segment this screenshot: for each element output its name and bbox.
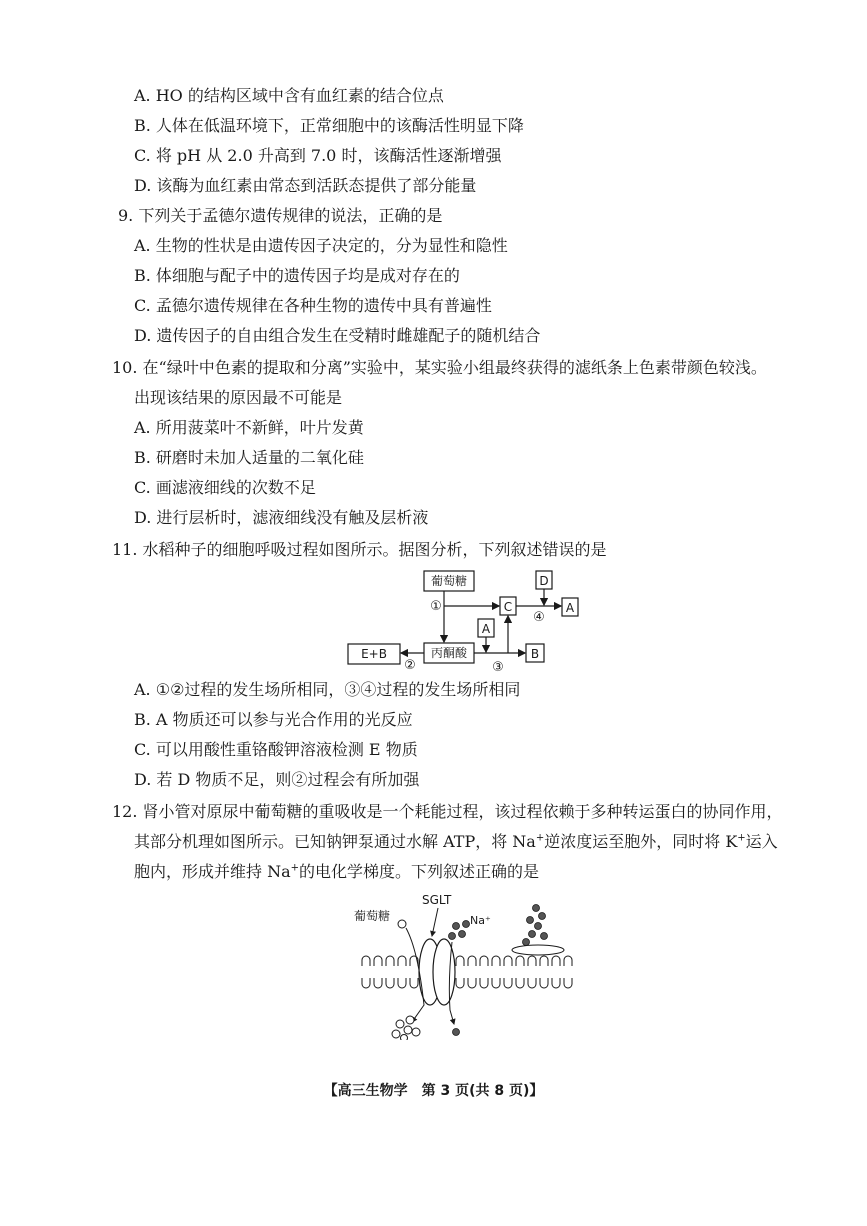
q10-option-b: B. 研磨时未加人适量的二氧化硅 [134, 448, 364, 467]
glucose-label: 葡萄糖 [430, 574, 468, 588]
q8-option-d: D. 该酶为血红素由常态到活跃态提供了部分能量 [134, 176, 477, 195]
q12-stem-line1: 12. 肾小管对原尿中葡萄糖的重吸收是一个耗能过程，该过程依赖于多种转运蛋白的协同作用， [112, 802, 783, 821]
page-footer: 【高三生物学 第 3 页(共 8 页)】 [323, 1083, 544, 1099]
sglt-label: SGLT [422, 893, 452, 907]
c-label: C [503, 600, 513, 614]
a-label-right: A [565, 601, 575, 615]
q8-option-c: C. 将 pH 从 2.0 升高到 7.0 时，该酶活性逐渐增强 [134, 146, 502, 165]
step2-label: ② [404, 658, 416, 673]
sglt-membrane-diagram [352, 890, 582, 1040]
q9-option-a: A. 生物的性状是由遗传因子决定的，分为显性和隐性 [134, 236, 508, 255]
b-label: B [530, 647, 540, 661]
step3-label: ③ [492, 660, 504, 675]
q9-option-b: B. 体细胞与配子中的遗传因子均是成对存在的 [134, 266, 460, 285]
glucose-label-2: 葡萄糖 [354, 909, 391, 923]
eb-label: E+B [361, 647, 387, 661]
na-label: Na⁺ [470, 914, 491, 927]
q12-stem-line3: 胞内，形成并维持 Na+的电化学梯度。下列叙述正确的是 [134, 862, 540, 881]
q8-option-b: B. 人体在低温环境下，正常细胞中的该酶活性明显下降 [134, 116, 524, 135]
q10-option-a: A. 所用菠菜叶不新鲜，叶片发黄 [134, 418, 364, 437]
q9-option-d: D. 遗传因子的自由组合发生在受精时雌雄配子的随机结合 [134, 326, 541, 345]
q10-option-c: C. 画滤液细线的次数不足 [134, 478, 316, 497]
q9-option-c: C. 孟德尔遗传规律在各种生物的遗传中具有普遍性 [134, 296, 492, 315]
a-label-mid: A [481, 622, 491, 636]
q10-stem-line2: 出现该结果的原因最不可能是 [134, 388, 343, 407]
d-label: D [539, 574, 549, 588]
step1-label: ① [430, 599, 442, 614]
pyruvate-label: 丙酮酸 [430, 646, 468, 660]
step4-label: ④ [533, 610, 545, 625]
q10-stem-line1: 10. 在“绿叶中色素的提取和分离”实验中，某实验小组最终获得的滤纸条上色素带颜色较浅。 [112, 358, 767, 377]
q10-option-d: D. 进行层析时，滤液细线没有触及层析液 [134, 508, 429, 527]
q8-option-a: A. HO 的结构区域中含有血红素的结合位点 [134, 86, 444, 105]
q11-stem: 11. 水稻种子的细胞呼吸过程如图所示。据图分析，下列叙述错误的是 [112, 540, 607, 559]
q11-option-d: D. 若 D 物质不足，则②过程会有所加强 [134, 770, 420, 789]
q11-option-b: B. A 物质还可以参与光合作用的光反应 [134, 710, 413, 729]
q9-stem: 9. 下列关于孟德尔遗传规律的说法，正确的是 [118, 206, 443, 225]
q11-option-c: C. 可以用酸性重铬酸钾溶液检测 E 物质 [134, 740, 418, 759]
q11-option-a: A. ①②过程的发生场所相同，③④过程的发生场所相同 [134, 680, 521, 699]
respiration-diagram [340, 565, 600, 677]
q12-stem-line2: 其部分机理如图所示。已知钠钾泵通过水解 ATP，将 Na+逆浓度运至胞外，同时将 K+运入 [134, 832, 778, 851]
